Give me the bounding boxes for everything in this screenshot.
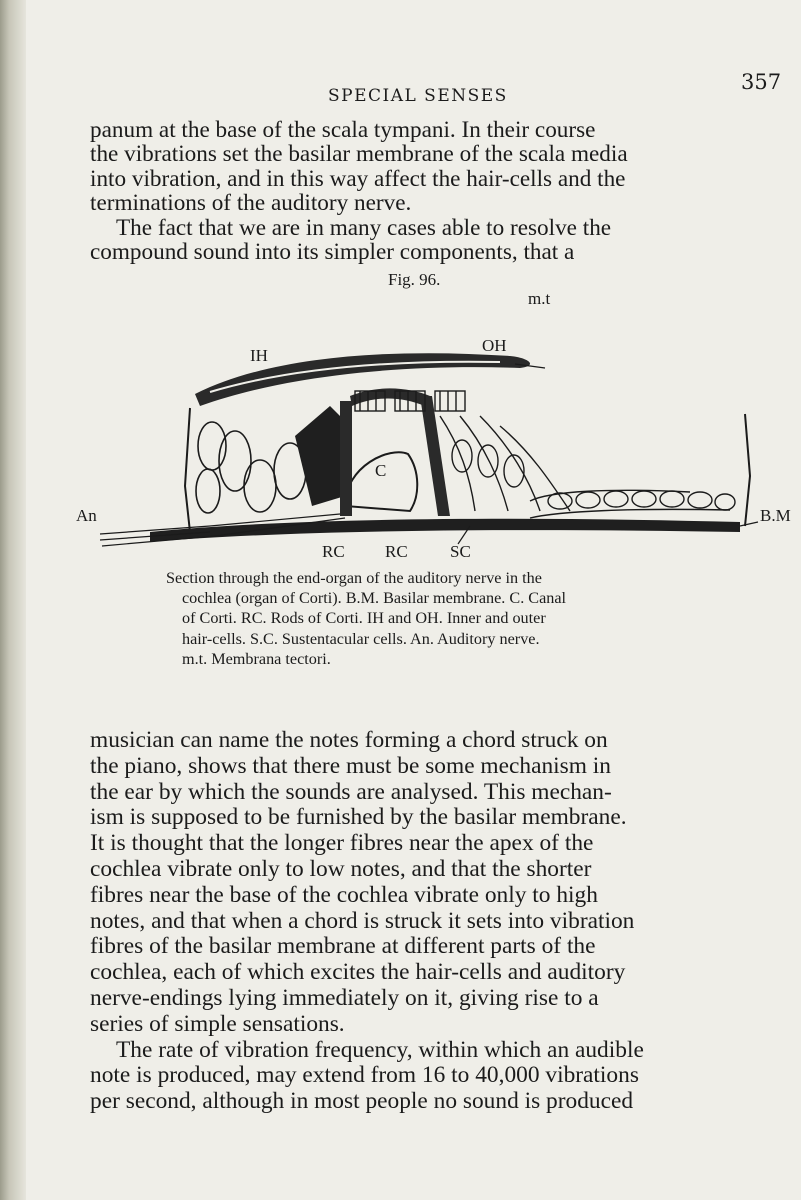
page-number: 357	[741, 70, 782, 94]
paragraph-bottom	[90, 728, 780, 1115]
label-oh: OH	[482, 336, 507, 355]
caption-line: Section through the end-organ of the auditory nerve in the	[166, 569, 542, 587]
running-head: SPECIAL SENSES	[328, 86, 508, 106]
text-line: terminations of the auditory nerve.	[90, 190, 412, 217]
text-line: per second, although in most people no sound is produced	[90, 1088, 634, 1115]
label-rc-2: RC	[385, 542, 408, 561]
text-line: the piano, shows that there must be some mechanism in	[90, 752, 611, 779]
text-line: note is produced, may extend from 16 to 40,000 vibrations	[90, 1062, 639, 1089]
text-line: series of simple sensations.	[90, 1010, 345, 1037]
paragraph-top	[90, 118, 780, 264]
figure-caption	[166, 568, 766, 669]
label-sc: SC	[450, 542, 471, 561]
text-line: notes, and that when a chord is struck it sets into vibration	[90, 907, 635, 934]
caption-line: m.t. Membrana tectori.	[182, 649, 331, 668]
figure-label: Fig. 96.	[388, 270, 441, 289]
caption-line: hair-cells. S.C. Sustentacular cells. An. Auditory nerve.	[182, 629, 540, 648]
label-rc-1: RC	[322, 542, 345, 561]
text-line: fibres of the basilar membrane at different parts of the	[90, 933, 596, 960]
text-line: panum at the base of the scala tympani. In their course	[90, 117, 596, 143]
text-line: the vibrations set the basilar membrane of the scala media	[90, 141, 628, 168]
label-an: An	[76, 506, 97, 525]
label-c: C	[375, 461, 387, 480]
label-ih: IH	[250, 346, 268, 365]
text-line: compound sound into its simpler components, that a	[90, 239, 575, 266]
text-line: musician can name the notes forming a chord struck on	[90, 727, 608, 753]
text-line: fibres near the base of the cochlea vibrate only to high	[90, 881, 598, 908]
label-mt: m.t	[528, 289, 551, 308]
text-line: It is thought that the longer fibres near the apex of the	[90, 830, 594, 857]
caption-line: cochlea (organ of Corti). B.M. Basilar membrane. C. Canal	[182, 589, 567, 608]
text-line: nerve-endings lying immediately on it, giving rise to a	[90, 984, 599, 1011]
text-line: The rate of vibration frequency, within which an audible	[116, 1036, 644, 1063]
organ-of-corti-figure	[76, 289, 801, 566]
text-line: the ear by which the sounds are analysed. This mechan-	[90, 778, 612, 805]
text-line: cochlea vibrate only to low notes, and that the shorter	[90, 855, 592, 882]
organ-of-corti-illustration	[90, 296, 801, 566]
book-page	[36, 0, 796, 1200]
text-line: The fact that we are in many cases able to resolve the	[116, 214, 612, 241]
text-line: cochlea, each of which excites the hair-cells and auditory	[90, 959, 626, 986]
book-spine-shadow	[0, 0, 26, 1200]
text-line: ism is supposed to be furnished by the basilar membrane.	[90, 804, 627, 831]
label-bm: B.M	[760, 506, 791, 525]
text-line: into vibration, and in this way affect the hair-cells and the	[90, 165, 626, 192]
caption-line: of Corti. RC. Rods of Corti. IH and OH. Inner and outer	[182, 609, 546, 628]
